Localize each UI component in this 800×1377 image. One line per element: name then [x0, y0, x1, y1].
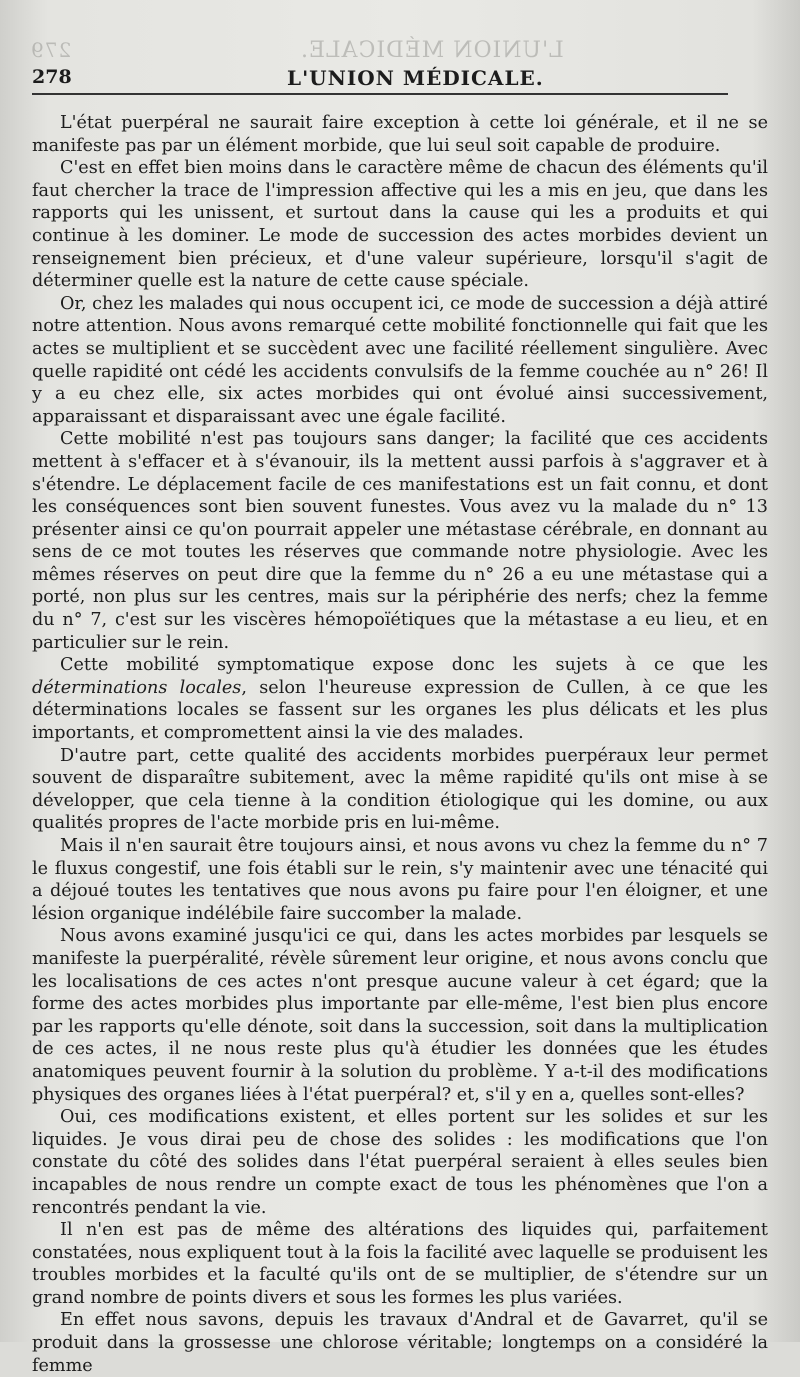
paragraph-text: , selon l'heureuse expression de Cullen, à ce que les déterminations locales se fassent sur les organes les plus délicats et les plus importants, et compromettent ainsi la vie des malades.	[32, 677, 768, 744]
paragraph: C'est en effet bien moins dans le caractère même de chacun des éléments qu'il faut chercher la trace de l'impression affective qui les a mis en jeu, que dans les rapports qui les unissent, et surtout dans la cause qui les a produits et qui continue à les dominer. Le mode de succession des actes morbides devient un renseignement bien précieux, et d'une valeur supérieure, lorsqu'il s'agit de déterminer quelle est la nature de cette cause spéciale.	[32, 158, 768, 292]
paragraph: Mais il n'en saurait être toujours ainsi, et nous avons vu chez la femme du n° 7 le fluxus congestif, une fois établi sur le rein, s'y maintenir avec une ténacité qui a déjoué toutes les tentatives que nous avons pu faire pour l'en éloigner, et une lésion organique indélébile faire succomber la malade.	[32, 836, 768, 924]
show-through-page-number: 279	[30, 38, 72, 62]
paragraph: Nous avons examiné jusqu'ici ce qui, dans les actes morbides par lesquels se manifeste la puerpéralité, révèle sûrement leur origine, et nous avons conclu que les localisations de ces actes n'ont presque aucune valeur à cet égard; que la forme des actes morbides plus importante par elle-même, l'est bien plus encore par les rapports qu'elle dénote, soit dans la succession, soit dans la multiplication de ces actes, il ne nous reste plus qu'à étudier les données que les études anatomiques peuvent fournir à la solution du problème. Y a-t-il des modifications physiques des organes liées à l'état puerpéral? et, s'il y en a, quelles sont-elles?	[32, 926, 768, 1105]
paragraph: Or, chez les malades qui nous occupent ici, ce mode de succession a déjà attiré notre attention. Nous avons remarqué cette mobilité fonctionnelle qui fait que les actes se multiplient et se succèdent avec une facilité réellement singulière. Avec quelle rapidité ont cédé les accidents convulsifs de la femme couchée au n° 26! Il y a eu chez elle, six actes morbides qui ont évolué ainsi successivement, apparaissant et disparaissant avec une égale facilité.	[32, 293, 768, 427]
paragraph: D'autre part, cette qualité des accidents morbides puerpéraux leur permet souvent de disparaître subitement, avec la même rapidité qu'ils ont mise à se développer, que cela tienne à la condition étiologique qui les domine, ou aux qualités propres de l'acte morbide pris en lui-même.	[32, 745, 768, 834]
header-rule	[32, 93, 728, 95]
page-header	[32, 66, 768, 92]
paragraph: En effet nous savons, depuis les travaux d'Andral et de Gavarret, qu'il se produit dans la grossesse une chlorose véritable; longtemps on a considéré la femme	[32, 1310, 768, 1376]
show-through-running-title: L'UNION MÉDICALE.	[300, 38, 564, 63]
page-number: 278	[32, 66, 72, 88]
paragraph-text: Cette mobilité symptomatique expose donc les sujets à ce que les	[60, 655, 768, 676]
paragraph: Oui, ces modifications existent, et elles portent sur les solides et sur les liquides. Je vous dirai peu de chose des solides : les modifications que l'on constate du côté des solides dans l'état puerpéral seraient à elles seules bien incapables de nous rendre un compte exact de tous les phénomènes que l'on a rencontrés pendant la vie.	[32, 1107, 768, 1218]
paragraph: Il n'en est pas de même des altérations des liquides qui, parfaitement constatées, nous expliquent tout à la fois la facilité avec laquelle se produisent les troubles morbides et la faculté qu'ils ont de se multiplier, de s'étendre sur un grand nombre de points divers et sous les formes les plus variées.	[32, 1220, 768, 1308]
italic-term: déterminations locales	[32, 677, 242, 698]
paragraph: L'état puerpéral ne saurait faire exception à cette loi générale, et il ne se manifeste pas par un élément morbide, que lui seul soit capable de produire.	[32, 113, 768, 156]
article-body	[32, 112, 768, 1377]
paragraph	[32, 654, 768, 744]
paragraph: Cette mobilité n'est pas toujours sans danger; la facilité que ces accidents mettent à s'effacer et à s'évanouir, ils la mettent aussi parfois à s'aggraver et à s'étendre. Le déplacement facile de ces manifestations est un fait connu, et dont les conséquences sont bien souvent funestes. Vous avez vu la malade du n° 13 présenter ainsi ce qu'on pourrait appeler une métastase cérébrale, en donnant au sens de ce mot toutes les réserves que commande notre physiologie. Avec les mêmes réserves on peut dire que la femme du n° 26 a eu une métastase qui a porté, non plus sur les centres, mais sur la périphérie des nerfs; chez la femme du n° 7, c'est sur les viscères hémopoïétiques que la métastase a eu lieu, et en particulier sur le rein.	[32, 429, 768, 653]
running-title: L'UNION MÉDICALE.	[287, 66, 544, 90]
